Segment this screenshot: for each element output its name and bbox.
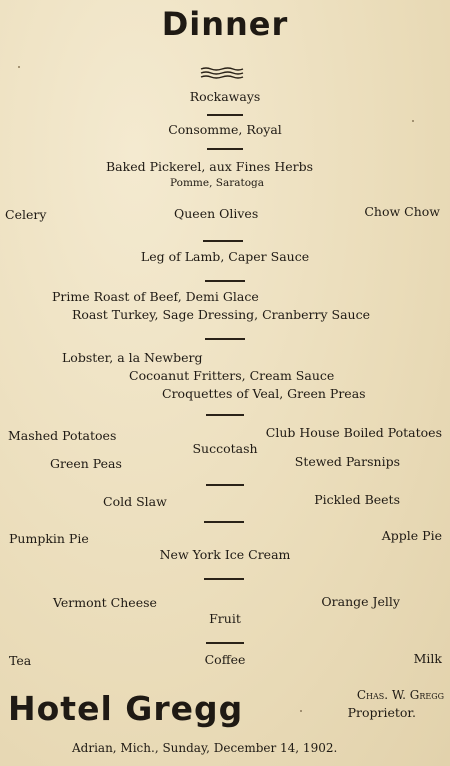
divider xyxy=(204,578,244,580)
divider xyxy=(206,484,244,486)
side-cold-slaw: Cold Slaw xyxy=(103,494,167,509)
hotel-name: Hotel Gregg xyxy=(8,689,244,728)
course-croquettes: Croquettes of Veal, Green Preas xyxy=(162,386,366,401)
course-fritters: Cocoanut Fritters, Cream Sauce xyxy=(129,368,335,383)
paper-speck xyxy=(412,120,414,122)
divider xyxy=(205,280,245,282)
paper-speck xyxy=(18,66,20,68)
relish-olives: Queen Olives xyxy=(174,206,259,221)
course-lobster: Lobster, a la Newberg xyxy=(62,350,203,365)
dessert-ice-cream: New York Ice Cream xyxy=(159,547,291,562)
divider xyxy=(204,521,244,523)
course-lamb: Leg of Lamb, Caper Sauce xyxy=(140,249,310,264)
wave-ornament xyxy=(200,66,244,80)
veg-mashed-potatoes: Mashed Potatoes xyxy=(8,428,117,443)
drink-tea: Tea xyxy=(9,653,32,668)
dessert-vermont-cheese: Vermont Cheese xyxy=(53,595,157,610)
divider xyxy=(205,338,245,340)
course-fish-side: Pomme, Saratoga xyxy=(170,177,265,189)
veg-succotash: Succotash xyxy=(192,441,258,456)
dessert-fruit: Fruit xyxy=(209,611,241,626)
divider xyxy=(207,148,243,150)
dessert-apple-pie: Apple Pie xyxy=(381,528,442,543)
menu-title: Dinner xyxy=(161,5,289,43)
divider xyxy=(207,114,243,116)
paper-speck xyxy=(300,710,302,712)
course-fish: Baked Pickerel, aux Fines Herbs xyxy=(106,159,314,174)
divider xyxy=(206,414,244,416)
veg-stewed-parsnips: Stewed Parsnips xyxy=(294,454,400,469)
course-oysters: Rockaways xyxy=(189,89,261,104)
course-consomme: Consomme, Royal xyxy=(168,122,282,137)
divider xyxy=(206,642,244,644)
dessert-orange-jelly: Orange Jelly xyxy=(321,594,400,609)
relish-chow-chow: Chow Chow xyxy=(364,204,440,219)
side-pickled-beets: Pickled Beets xyxy=(314,492,400,507)
drink-milk: Milk xyxy=(413,651,442,666)
divider xyxy=(203,240,243,242)
proprietor-title: Proprietor. xyxy=(347,705,416,720)
dateline: Adrian, Mich., Sunday, December 14, 1902. xyxy=(72,741,338,755)
dessert-pumpkin-pie: Pumpkin Pie xyxy=(9,531,89,546)
course-beef: Prime Roast of Beef, Demi Glace xyxy=(52,289,259,304)
relish-celery: Celery xyxy=(5,207,47,222)
veg-green-peas: Green Peas xyxy=(50,456,122,471)
course-turkey: Roast Turkey, Sage Dressing, Cranberry Sauce xyxy=(72,307,370,322)
veg-boiled-potatoes: Club House Boiled Potatoes xyxy=(265,425,442,440)
proprietor-name: Chas. W. Gregg xyxy=(356,688,444,702)
drink-coffee: Coffee xyxy=(204,652,246,667)
